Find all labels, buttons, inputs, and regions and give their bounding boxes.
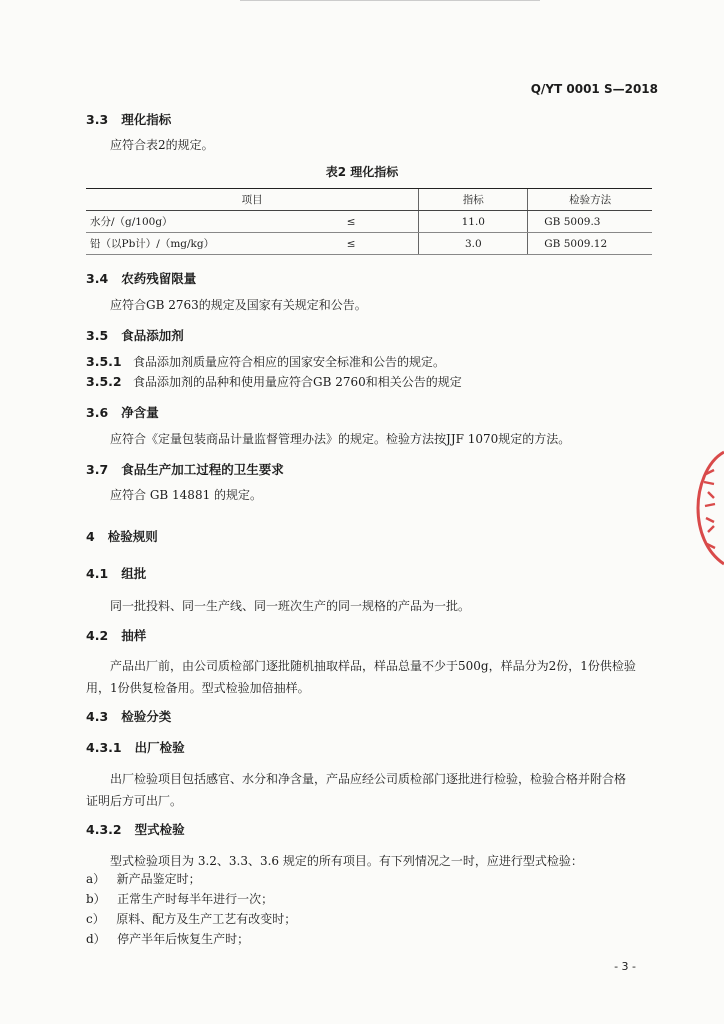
table-caption: 表2 理化指标 xyxy=(325,165,399,179)
clause-3-5-2 xyxy=(86,373,462,390)
section-number: 3.6 xyxy=(86,405,109,420)
physicochemical-table xyxy=(86,188,652,255)
list-item xyxy=(86,890,273,907)
list-item xyxy=(86,870,201,887)
section-number: 4.3.1 xyxy=(86,740,122,755)
section-4-3-2-intro: 型式检验项目为 3.2、3.3、3.6 规定的所有项目。有下列情况之一时，应进行型式检验： xyxy=(110,854,583,868)
section-number: 3.4 xyxy=(86,271,109,286)
document-code: Q/YT 0001 S—2018 xyxy=(530,82,658,96)
row-value: 11.0 xyxy=(419,211,528,233)
list-text: 停产半年后恢复生产时； xyxy=(117,932,250,946)
clause-text: 食品添加剂的品种和使用量应符合GB 2760和相关公告的规定 xyxy=(133,375,462,389)
section-title: 食品生产加工过程的卫生要求 xyxy=(121,462,284,477)
section-4-2-line2: 用，1份供复检备用。型式检验加倍抽样。 xyxy=(86,681,310,695)
section-4-2-heading xyxy=(86,626,146,644)
section-title: 检验分类 xyxy=(121,709,172,724)
section-3-4-text: 应符合GB 2763的规定及国家有关规定和公告。 xyxy=(110,298,367,312)
page-number: - 3 - xyxy=(614,960,636,973)
section-4-1-heading xyxy=(86,564,146,582)
chapter-4-heading xyxy=(86,527,158,545)
section-number: 3.7 xyxy=(86,462,109,477)
section-3-7-heading xyxy=(86,460,284,478)
section-title: 型式检验 xyxy=(134,822,185,837)
section-title: 出厂检验 xyxy=(134,740,185,755)
section-number: 3.5 xyxy=(86,328,109,343)
section-number: 4.3.2 xyxy=(86,822,122,837)
section-3-3-text: 应符合表2的规定。 xyxy=(110,138,214,152)
list-text: 正常生产时每半年进行一次； xyxy=(117,892,274,906)
list-label: d） xyxy=(86,932,106,946)
section-number: 4 xyxy=(86,529,95,544)
section-4-3-1-heading xyxy=(86,738,185,756)
clause-3-5-1 xyxy=(86,353,445,370)
list-label: c） xyxy=(86,912,105,926)
section-4-1-text: 同一批投料、同一生产线、同一班次生产的同一规格的产品为一批。 xyxy=(110,599,471,613)
section-title: 农药残留限量 xyxy=(121,271,197,286)
section-number: 3.3 xyxy=(86,112,109,127)
row-operator: ≤ xyxy=(284,211,419,233)
list-item xyxy=(86,930,249,947)
section-4-2-line1: 产品出厂前，由公司质检部门逐批随机抽取样品，样品总量不少于500g，样品分为2份，1份供检验 xyxy=(110,659,636,673)
row-method: GB 5009.12 xyxy=(528,233,652,255)
header-item: 项目 xyxy=(86,189,419,211)
row-item: 铅（以Pb计）/（mg/kg） xyxy=(86,233,284,255)
section-4-3-1-line2: 证明后方可出厂。 xyxy=(86,794,183,808)
list-item xyxy=(86,910,296,927)
clause-text: 食品添加剂质量应符合相应的国家安全标准和公告的规定。 xyxy=(133,355,446,369)
list-label: b） xyxy=(86,892,106,906)
section-title: 净含量 xyxy=(121,405,159,420)
table-row xyxy=(86,233,652,255)
section-3-5-heading xyxy=(86,326,184,344)
row-value: 3.0 xyxy=(419,233,528,255)
section-3-3-heading xyxy=(86,110,171,128)
list-text: 新产品鉴定时； xyxy=(116,872,201,886)
section-title: 组批 xyxy=(121,566,147,581)
section-number: 4.3 xyxy=(86,709,109,724)
section-title: 食品添加剂 xyxy=(121,328,184,343)
section-4-3-heading xyxy=(86,707,171,725)
scan-edge-line xyxy=(240,0,540,1)
section-3-6-heading xyxy=(86,403,159,421)
header-method: 检验方法 xyxy=(528,189,652,211)
section-4-3-2-heading xyxy=(86,820,185,838)
list-label: a） xyxy=(86,872,106,886)
section-3-4-heading xyxy=(86,269,196,287)
section-3-6-text: 应符合《定量包装商品计量监督管理办法》的规定。检验方法按JJF 1070规定的方法。 xyxy=(110,432,571,446)
table-header-row xyxy=(86,189,652,211)
section-title: 理化指标 xyxy=(121,112,172,127)
section-3-7-text: 应符合 GB 14881 的规定。 xyxy=(110,488,263,502)
section-title: 检验规则 xyxy=(107,529,158,544)
section-number: 4.2 xyxy=(86,628,109,643)
header-value: 指标 xyxy=(419,189,528,211)
table-row xyxy=(86,211,652,233)
list-text: 原料、配方及生产工艺有改变时； xyxy=(116,912,297,926)
section-title: 抽样 xyxy=(121,628,147,643)
row-item: 水分/（g/100g） xyxy=(86,211,284,233)
clause-number: 3.5.1 xyxy=(86,354,122,369)
seal-stamp-icon xyxy=(696,448,724,568)
row-operator: ≤ xyxy=(284,233,419,255)
row-method: GB 5009.3 xyxy=(528,211,652,233)
clause-number: 3.5.2 xyxy=(86,374,122,389)
section-4-3-1-line1: 出厂检验项目包括感官、水分和净含量，产品应经公司质检部门逐批进行检验，检验合格并附合格 xyxy=(110,772,627,786)
section-number: 4.1 xyxy=(86,566,109,581)
